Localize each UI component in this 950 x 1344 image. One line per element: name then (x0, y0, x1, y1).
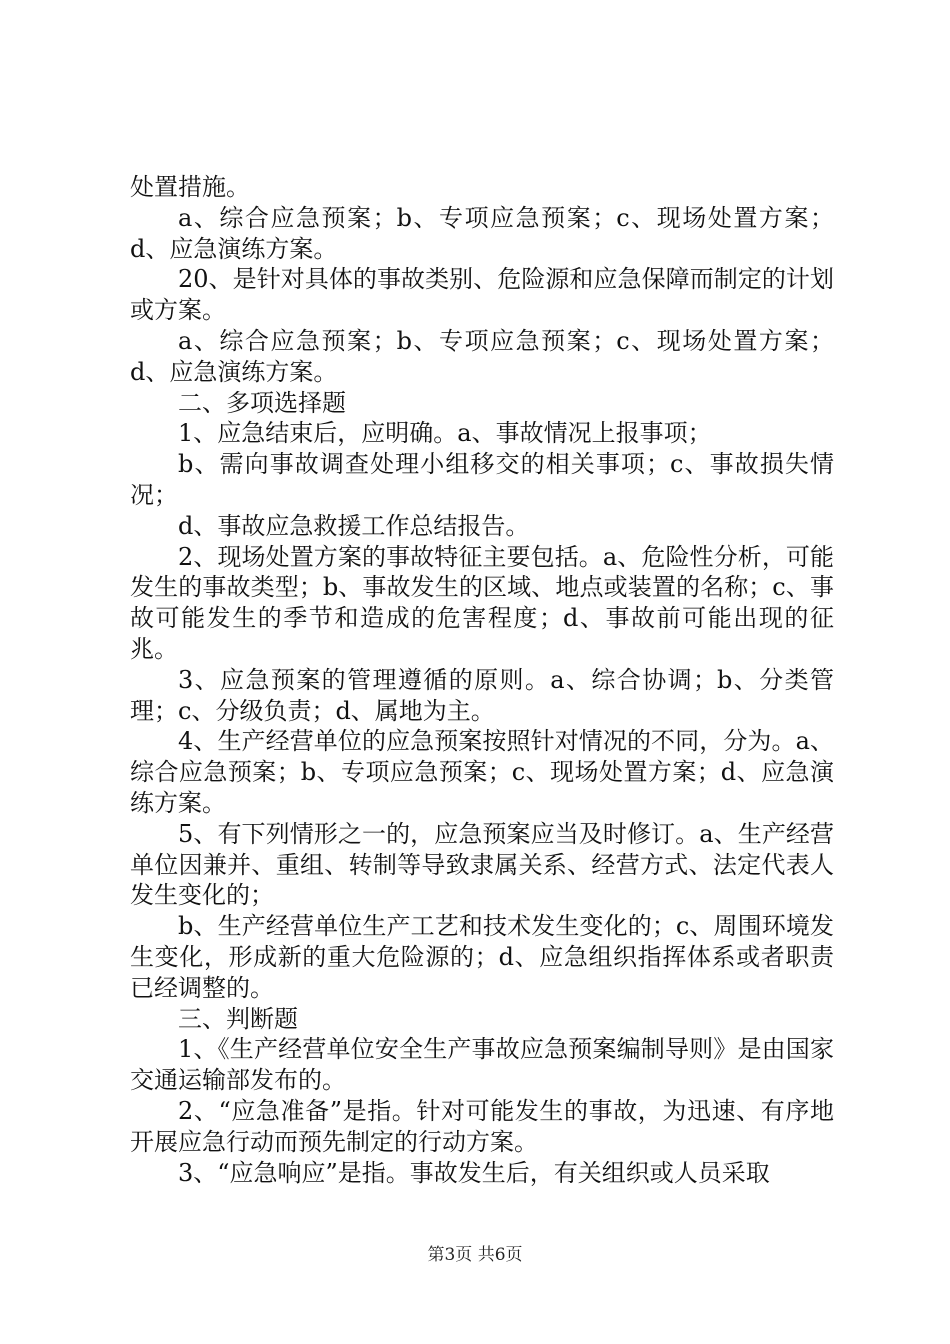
paragraph: b、需向事故调查处理小组移交的相关事项；c、事故损失情况； (130, 450, 834, 509)
paragraph: 3、应急预案的管理遵循的原则。a、综合协调；b、分类管理；c、分级负责；d、属地为主。 (130, 665, 834, 725)
paragraph: 处置措施。 (130, 173, 250, 201)
paragraph: d、事故应急救援工作总结报告。 (178, 511, 530, 540)
paragraph: 2、“应急准备”是指。针对可能发生的事故，为迅速、有序地开展应急行动而预先制定的行动方案。 (130, 1096, 834, 1156)
paragraph: a、综合应急预案；b、专项应急预案；c、现场处置方案；d、应急演练方案。 (130, 326, 834, 386)
paragraph: 1、《生产经营单位安全生产事故应急预案编制导则》是由国家交通运输部发布的。 (130, 1035, 834, 1095)
paragraph: b、生产经营单位生产工艺和技术发生变化的；c、周围环境发生变化，形成新的重大危险源的；d、应急组织指挥体系或者职责已经调整的。 (130, 912, 834, 1002)
paragraph: 20、是针对具体的事故类别、危险源和应急保障而制定的计划或方案。 (130, 265, 834, 325)
paragraph: 2、现场处置方案的事故特征主要包括。a、危险性分析，可能发生的事故类型；b、事故发生的区域、地点或装置的名称；c、事故可能发生的季节和造成的危害程度；d、事故前可能出现的征兆。 (130, 542, 834, 663)
paragraph: 5、有下列情形之一的，应急预案应当及时修订。a、生产经营单位因兼并、重组、转制等导致隶属关系、经营方式、法定代表人发生变化的； (130, 819, 834, 910)
section-heading: 三、判断题 (178, 1004, 298, 1033)
section-heading: 二、多项选择题 (178, 388, 346, 417)
document-body (130, 172, 834, 1188)
paragraph: a、综合应急预案；b、专项应急预案；c、现场处置方案；d、应急演练方案。 (130, 203, 834, 263)
paragraph: 1、应急结束后，应明确。a、事故情况上报事项； (178, 419, 712, 448)
page-number: 第3页 共6页 (427, 1245, 523, 1265)
paragraph: 4、生产经营单位的应急预案按照针对情况的不同，分为。a、综合应急预案；b、专项应急预案；c、现场处置方案；d、应急演练方案。 (130, 727, 834, 817)
paragraph: 3、“应急响应”是指。事故发生后，有关组织或人员采取 (178, 1158, 770, 1187)
